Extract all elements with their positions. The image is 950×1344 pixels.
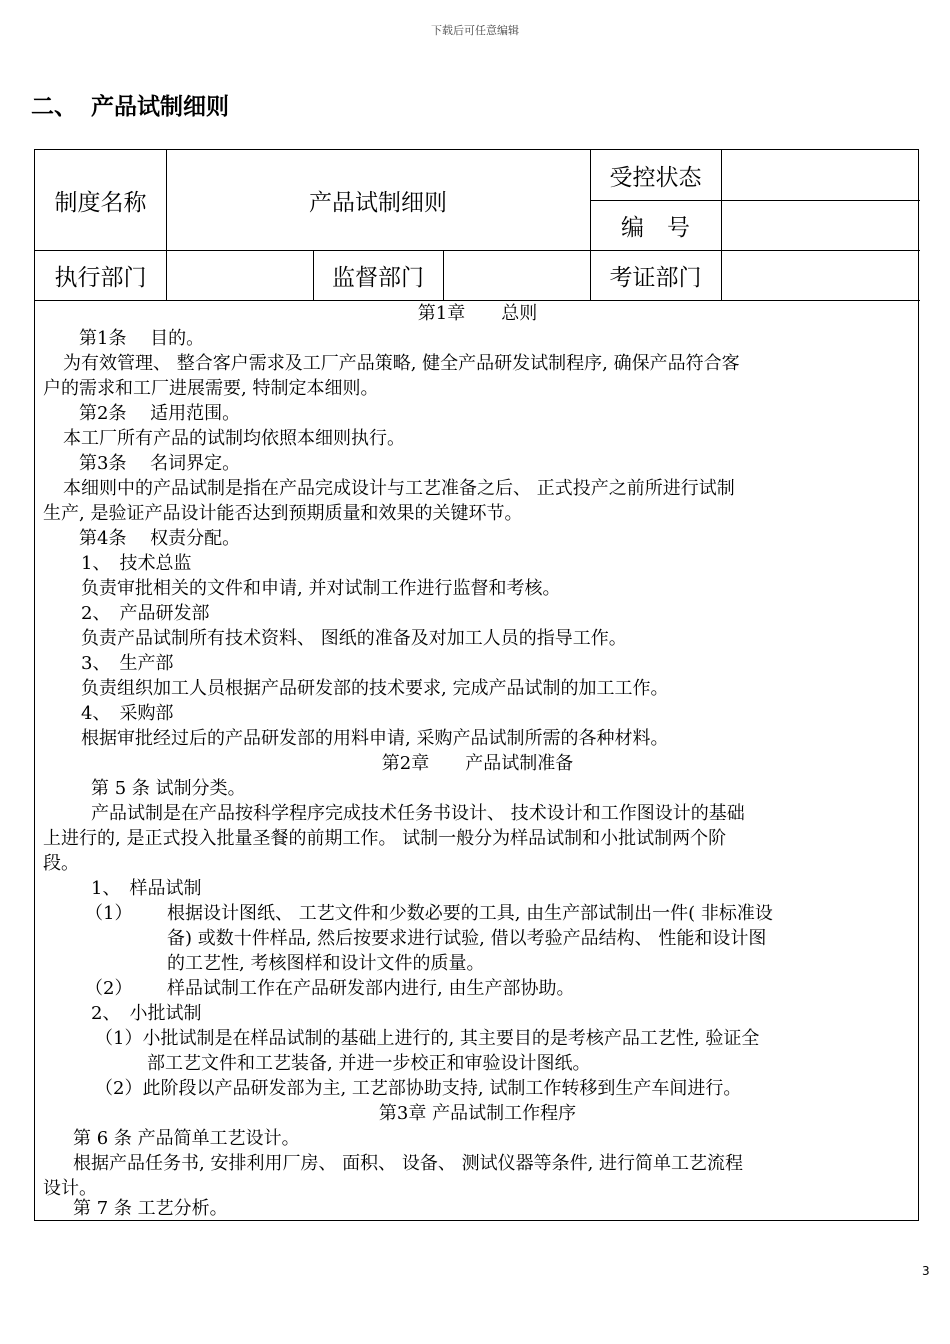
body-text: 的工艺性, 考核图样和设计文件的质量。 xyxy=(167,953,485,974)
body-text: 负责审批相关的文件和申请, 并对试制工作进行监督和考核。 xyxy=(81,578,561,599)
label-number: 编 号 xyxy=(621,214,690,241)
list-heading: 2、 产品研发部 xyxy=(81,603,210,624)
value-number xyxy=(721,200,920,250)
label-control-status: 受控状态 xyxy=(609,164,702,191)
section-title xyxy=(31,88,229,121)
value-verify-dept xyxy=(721,250,920,300)
body-text: 户的需求和工厂进展需要, 特制定本细则。 xyxy=(43,378,379,399)
body-text: 备) 或数十件样品, 然后按要求进行试验, 借以考验产品结构、 性能和设计图 xyxy=(167,928,767,949)
value-control-status xyxy=(721,150,920,200)
body-text: 设计。 xyxy=(43,1178,97,1199)
body-text: 本工厂所有产品的试制均依照本细则执行。 xyxy=(63,428,405,449)
label-supervise-dept: 监督部门 xyxy=(332,264,424,291)
list-heading: 1、 样品试制 xyxy=(91,878,202,899)
header-note: 下载后可任意编辑 xyxy=(431,24,519,37)
value-supervise-dept xyxy=(443,250,590,300)
list-heading: 4、 采购部 xyxy=(81,703,174,724)
chapter-heading: 第2章 产品试制准备 xyxy=(381,753,574,774)
list-heading: 3、 生产部 xyxy=(81,653,174,674)
page-number: 3 xyxy=(922,1264,930,1278)
article-heading: 第2条 适用范围。 xyxy=(79,403,241,424)
chapter-heading: 第1章 总则 xyxy=(417,303,538,324)
body-text: 部工艺文件和工艺装备, 并进一步校正和审验设计图纸。 xyxy=(147,1053,591,1074)
regulation-table xyxy=(34,149,919,1221)
body-text: 为有效管理、 整合客户需求及工厂产品策略, 健全产品研发试制程序, 确保产品符合客 xyxy=(63,353,740,374)
section-number: 二、 xyxy=(31,94,77,120)
body-text: 根据产品任务书, 安排利用厂房、 面积、 设备、 测试仪器等条件, 进行简单工艺流程 xyxy=(73,1153,744,1174)
article-heading: 第1条 目的。 xyxy=(79,328,205,349)
body-text: 段。 xyxy=(43,853,79,874)
body-text: 产品试制是在产品按科学程序完成技术任务书设计、 技术设计和工作图设计的基础 xyxy=(91,803,745,824)
body-text: 上进行的, 是正式投入批量圣餐的前期工作。 试制一般分为样品试制和小批试制两个阶 xyxy=(43,828,727,849)
value-exec-dept xyxy=(166,250,313,300)
article-heading: 第3条 名词界定。 xyxy=(79,453,241,474)
list-heading: 1、 技术总监 xyxy=(81,553,192,574)
list-marker: （1） xyxy=(85,903,133,924)
body-text: 样品试制工作在产品研发部内进行, 由生产部协助。 xyxy=(167,978,575,999)
section-heading: 产品试制细则 xyxy=(91,94,229,120)
label-exec-dept: 执行部门 xyxy=(54,264,147,291)
label-regulation-name: 制度名称 xyxy=(54,189,147,216)
chapter-heading: 第3章 产品试制工作程序 xyxy=(378,1103,577,1124)
label-verify-dept: 考证部门 xyxy=(609,264,702,291)
article-heading: 第 5 条 试制分类。 xyxy=(91,778,246,799)
body-text: 负责产品试制所有技术资料、 图纸的准备及对加工人员的指导工作。 xyxy=(81,628,627,649)
body-text: 生产, 是验证产品设计能否达到预期质量和效果的关键环节。 xyxy=(43,503,523,524)
article-heading: 第 7 条 工艺分析。 xyxy=(73,1198,228,1219)
list-marker: （2） xyxy=(85,978,133,999)
value-regulation-name: 产品试制细则 xyxy=(309,189,447,216)
body-text: 负责组织加工人员根据产品研发部的技术要求, 完成产品试制的加工工作。 xyxy=(81,678,669,699)
body-text: 根据审批经过后的产品研发部的用料申请, 采购产品试制所需的各种材料。 xyxy=(81,728,669,749)
article-heading: 第4条 权责分配。 xyxy=(79,528,241,549)
body-text: （1）小批试制是在样品试制的基础上进行的, 其主要目的是考核产品工艺性, 验证全 xyxy=(95,1028,760,1049)
article-heading: 第 6 条 产品简单工艺设计。 xyxy=(73,1128,300,1149)
body-text: 本细则中的产品试制是指在产品完成设计与工艺准备之后、 正式投产之前所进行试制 xyxy=(63,478,735,499)
list-heading: 2、 小批试制 xyxy=(91,1003,202,1024)
body-text: （2）此阶段以产品研发部为主, 工艺部协助支持, 试制工作转移到生产车间进行。 xyxy=(95,1078,742,1099)
body-text: 根据设计图纸、 工艺文件和少数必要的工具, 由生产部试制出一件( 非标准设 xyxy=(167,903,773,924)
table-divider xyxy=(35,300,920,301)
